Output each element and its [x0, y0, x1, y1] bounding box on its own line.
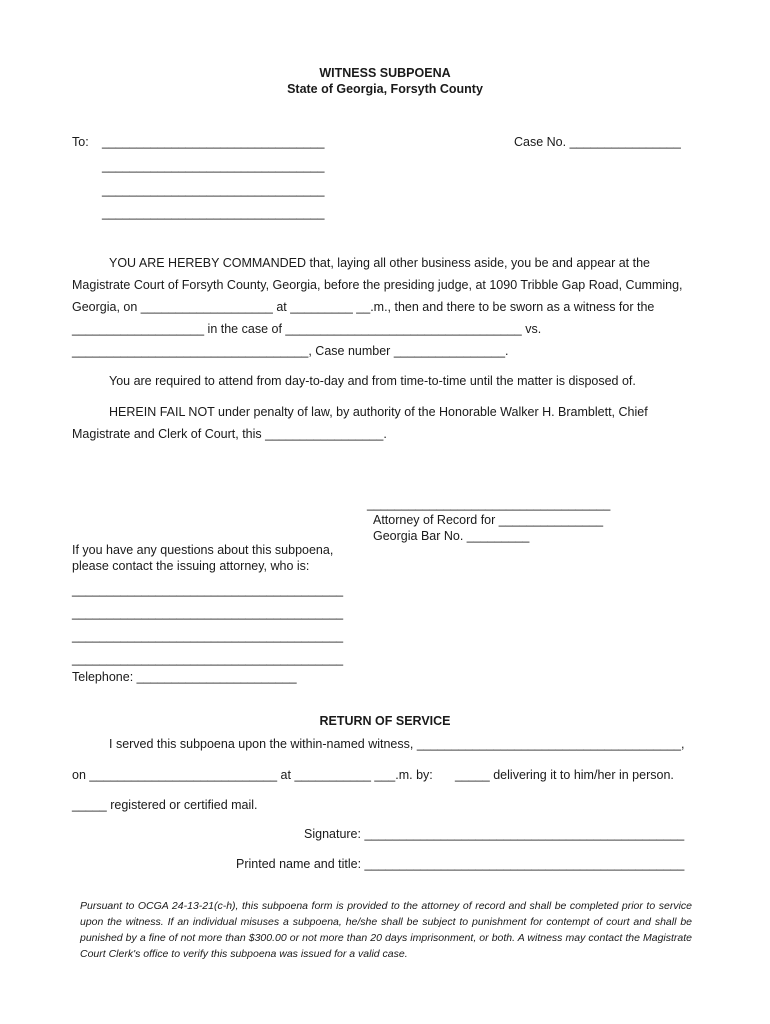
command-line-2: Magistrate Court of Forsyth County, Georgia, before the presiding judge, at 1090 Tribble Gap Road, Cumming, [72, 278, 683, 292]
to-line-1[interactable]: ________________________________ [102, 135, 325, 149]
herein-fail-not-line-1: HEREIN FAIL NOT under penalty of law, by authority of the Honorable Walker H. Bramblett, Chief [109, 405, 648, 419]
document-subtitle: State of Georgia, Forsyth County [287, 82, 483, 96]
georgia-bar-number-field[interactable]: Georgia Bar No. _________ [373, 529, 530, 543]
contact-blank-3[interactable]: _______________________________________ [72, 629, 344, 643]
service-date-time-line[interactable]: on ___________________________ at ___________ ___.m. by: [72, 768, 433, 782]
return-of-service-heading: RETURN OF SERVICE [319, 714, 451, 728]
to-label: To: [72, 135, 89, 149]
printed-name-title-field[interactable]: Printed name and title: ______________________________________________ [236, 857, 685, 871]
document-title: WITNESS SUBPOENA [319, 66, 451, 80]
command-line-3[interactable]: Georgia, on ___________________ at _________ __.m., then and there to be sworn as a witness for the [72, 300, 655, 314]
contact-blank-2[interactable]: _______________________________________ [72, 606, 344, 620]
attendance-paragraph: You are required to attend from day-to-day and from time-to-time until the matter is disposed of. [109, 374, 636, 388]
server-signature-field[interactable]: Signature: ______________________________________________ [304, 827, 685, 841]
attorney-signature-line[interactable]: ___________________________________ [367, 497, 611, 511]
contact-instruction-line-2: please contact the issuing attorney, who is: [72, 559, 310, 573]
contact-blank-1[interactable]: _______________________________________ [72, 583, 344, 597]
to-line-2[interactable]: ________________________________ [102, 159, 325, 173]
attorney-of-record-field[interactable]: Attorney of Record for _______________ [373, 513, 604, 527]
telephone-field[interactable]: Telephone: _______________________ [72, 670, 297, 684]
command-line-5[interactable]: __________________________________, Case number ________________. [72, 344, 509, 358]
to-line-4[interactable]: ________________________________ [102, 206, 325, 220]
contact-blank-4[interactable]: _______________________________________ [72, 652, 344, 666]
command-line-1: YOU ARE HEREBY COMMANDED that, laying all other business aside, you be and appear at the [109, 256, 651, 270]
delivered-in-person-option[interactable]: _____ delivering it to him/her in person. [455, 768, 674, 782]
case-number-field[interactable]: Case No. ________________ [514, 135, 681, 149]
command-line-4[interactable]: ___________________ in the case of __________________________________ vs. [72, 322, 542, 336]
herein-fail-not-line-2[interactable]: Magistrate and Clerk of Court, this _________________. [72, 427, 387, 441]
ocga-notice: Pursuant to OCGA 24-13-21(c-h), this subpoena form is provided to the attorney of record and shall be completed prior to service upon the witness. If an individual misuses a subpoena, he/she shall be subject to punishment for contempt of court and shall be punished by a fine of not more than $300.00 or not more than 20 days imprisonment, or both. A witness may contact the Magistrate Court Clerk's office to verify this subpoena was issued for a valid case. [80, 900, 692, 960]
served-witness-line[interactable]: I served this subpoena upon the within-named witness, ______________________________________, [109, 737, 685, 751]
certified-mail-option[interactable]: _____ registered or certified mail. [72, 798, 258, 812]
to-line-3[interactable]: ________________________________ [102, 183, 325, 197]
contact-instruction-line-1: If you have any questions about this subpoena, [72, 543, 334, 557]
